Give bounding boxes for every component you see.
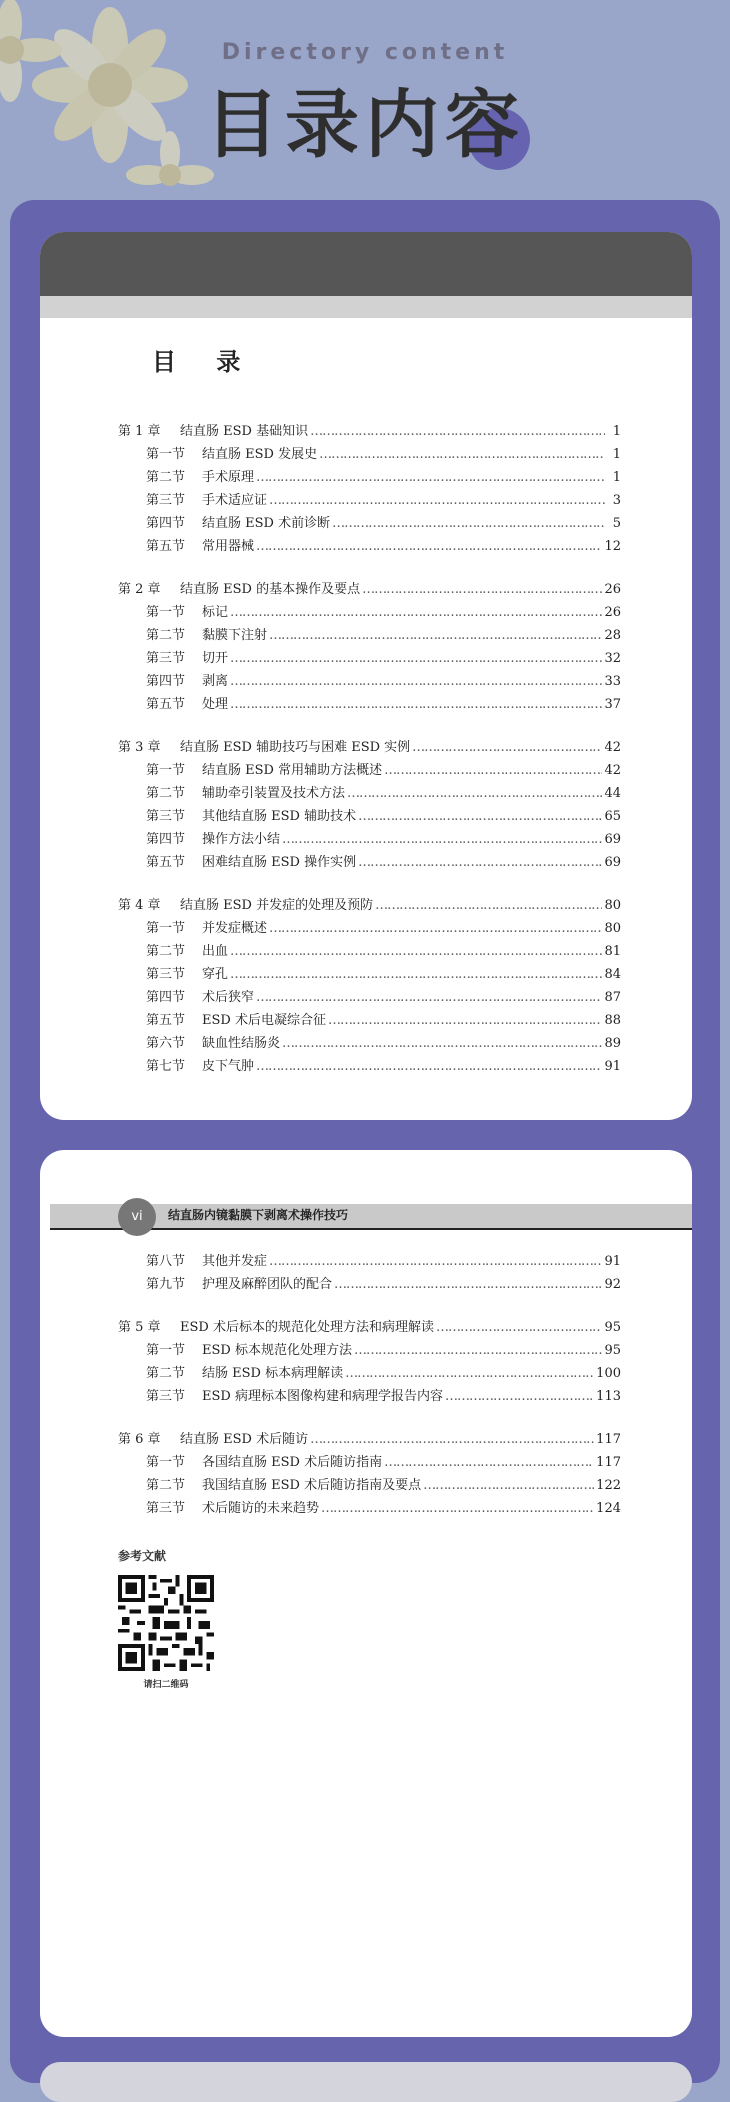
page-number-badge: vi (118, 1198, 156, 1236)
section-number: 第一节 (146, 447, 186, 462)
leader-dots (230, 605, 602, 620)
toc-section-row[interactable] (118, 466, 621, 489)
page-number: 100 (596, 1366, 621, 1381)
chapter-number: 第 6 章 (118, 1432, 161, 1447)
leader-dots (321, 1501, 594, 1516)
page-number: 3 (612, 493, 621, 508)
page-number: 44 (604, 786, 621, 801)
section-title: ESD 术后电凝综合征 (202, 1013, 326, 1028)
page-number: 26 (604, 605, 621, 620)
section-number: 第六节 (146, 1036, 186, 1051)
section-number: 第五节 (146, 697, 186, 712)
leader-dots (347, 786, 602, 801)
section-title: 结肠 ESD 标本病理解读 (202, 1366, 344, 1381)
page-number: 113 (596, 1389, 621, 1404)
section-number: 第七节 (146, 1059, 186, 1074)
leader-dots (334, 1277, 602, 1292)
section-title: 结直肠 ESD 常用辅助方法概述 (202, 763, 383, 778)
section-number: 第三节 (146, 809, 186, 824)
page-number: 37 (604, 697, 621, 712)
section-number: 第二节 (146, 786, 186, 801)
toc-section-row[interactable] (118, 963, 621, 986)
chapter-title: 结直肠 ESD 辅助技巧与困难 ESD 实例 (180, 740, 411, 755)
section-number: 第五节 (146, 855, 186, 870)
section-number: 第九节 (146, 1277, 186, 1292)
chapter-title: 结直肠 ESD 并发症的处理及预防 (180, 898, 374, 913)
section-title: 处理 (202, 697, 229, 712)
toc-section-row[interactable] (118, 917, 621, 940)
leader-dots (230, 697, 602, 712)
section-title: 切开 (202, 651, 229, 666)
page-number: 1 (612, 470, 621, 485)
leader-dots (230, 967, 602, 982)
toc-section-row[interactable] (118, 601, 621, 624)
section-title: 穿孔 (202, 967, 229, 982)
toc-chapter-row[interactable] (118, 1428, 621, 1451)
section-title: ESD 标本规范化处理方法 (202, 1343, 352, 1358)
leader-dots (345, 1366, 594, 1381)
section-number: 第二节 (146, 470, 186, 485)
page-number: 92 (604, 1277, 621, 1292)
toc-section-row[interactable] (118, 1497, 621, 1520)
toc-page-2 (40, 1150, 692, 2037)
chapter-number: 第 4 章 (118, 898, 161, 913)
section-number: 第一节 (146, 605, 186, 620)
section-number: 第一节 (146, 763, 186, 778)
section-title: 我国结直肠 ESD 术后随访指南及要点 (202, 1478, 422, 1493)
page-number: 80 (604, 898, 621, 913)
toc-section-row[interactable] (118, 1385, 621, 1408)
toc-section-row[interactable] (118, 805, 621, 828)
page-number: 81 (604, 944, 621, 959)
leader-dots (256, 539, 602, 554)
section-number: 第四节 (146, 990, 186, 1005)
leader-dots (256, 990, 602, 1005)
section-title: 其他并发症 (202, 1254, 268, 1269)
page-number: 33 (604, 674, 621, 689)
toc-section-row[interactable] (118, 1451, 621, 1474)
section-number: 第一节 (146, 1343, 186, 1358)
leader-dots (436, 1320, 603, 1335)
toc-section-row[interactable] (118, 1362, 621, 1385)
toc-section-row[interactable] (118, 1273, 621, 1296)
toc-section-row[interactable] (118, 828, 621, 851)
toc-section-row[interactable] (118, 1250, 621, 1273)
leader-dots (230, 944, 602, 959)
page-number: 95 (604, 1343, 621, 1358)
page-number: 12 (604, 539, 621, 554)
section-title: 出血 (202, 944, 229, 959)
page-number: 69 (604, 855, 621, 870)
chapter-number: 第 3 章 (118, 740, 161, 755)
toc-chapter-row[interactable] (118, 420, 621, 443)
page-number: 28 (604, 628, 621, 643)
page-number: 1 (612, 447, 621, 462)
leader-dots (384, 1455, 594, 1470)
page-number: 26 (604, 582, 621, 597)
page-number: 1 (612, 424, 621, 439)
toc-section-row[interactable] (118, 1055, 621, 1078)
leader-dots (282, 832, 602, 847)
section-title: 手术适应证 (202, 493, 268, 508)
toc-section-row[interactable] (118, 489, 621, 512)
toc-chapter-row[interactable] (118, 1316, 621, 1339)
section-title: 辅助牵引装置及技术方法 (202, 786, 346, 801)
section-number: 第二节 (146, 944, 186, 959)
chapter-number: 第 5 章 (118, 1320, 161, 1335)
running-title: 结直肠内镜黏膜下剥离术操作技巧 (168, 1208, 349, 1222)
leader-dots (310, 1432, 594, 1447)
toc-chapter-row[interactable] (118, 894, 621, 917)
toc-section-row[interactable] (118, 1009, 621, 1032)
section-title: 护理及麻醉团队的配合 (202, 1277, 333, 1292)
page-number: 124 (596, 1501, 621, 1516)
section-number: 第三节 (146, 1501, 186, 1516)
chapter-number: 第 1 章 (118, 424, 161, 439)
leader-dots (230, 674, 602, 689)
toc-chapter-row[interactable] (118, 736, 621, 759)
section-number: 第四节 (146, 516, 186, 531)
leader-dots (269, 493, 605, 508)
section-number: 第二节 (146, 628, 186, 643)
section-number: 第二节 (146, 1478, 186, 1493)
toc-section-row[interactable] (118, 670, 621, 693)
section-title: 操作方法小结 (202, 832, 281, 847)
leader-dots (319, 447, 605, 462)
page-number: 95 (604, 1320, 621, 1335)
section-title: 标记 (202, 605, 229, 620)
toc-heading: 目 录 (152, 348, 257, 376)
page-number: 84 (604, 967, 621, 982)
section-number: 第三节 (146, 651, 186, 666)
page-number: 91 (604, 1254, 621, 1269)
section-number: 第五节 (146, 539, 186, 554)
toc-page-1 (40, 232, 692, 1120)
page-number: 88 (604, 1013, 621, 1028)
section-number: 第三节 (146, 1389, 186, 1404)
toc-section-row[interactable] (118, 986, 621, 1009)
leader-dots (282, 1036, 602, 1051)
chapter-title: ESD 术后标本的规范化处理方法和病理解读 (180, 1320, 434, 1335)
page-number: 117 (596, 1432, 621, 1447)
toc-section-row[interactable] (118, 782, 621, 805)
section-title: 各国结直肠 ESD 术后随访指南 (202, 1455, 383, 1470)
section-title: 手术原理 (202, 470, 255, 485)
section-title: 并发症概述 (202, 921, 268, 936)
toc-section-row[interactable] (118, 624, 621, 647)
section-number: 第三节 (146, 967, 186, 982)
section-number: 第四节 (146, 674, 186, 689)
page-number: 5 (612, 516, 621, 531)
section-title: 结直肠 ESD 发展史 (202, 447, 318, 462)
references-label: 参考文献 (118, 1549, 167, 1563)
toc-section-row[interactable] (118, 647, 621, 670)
leader-dots (269, 628, 602, 643)
leader-dots (310, 424, 605, 439)
toc-section-row[interactable] (118, 1474, 621, 1497)
page-number: 32 (604, 651, 621, 666)
qr-code[interactable] (118, 1575, 214, 1671)
leader-dots (412, 740, 602, 755)
toc-section-row[interactable] (118, 940, 621, 963)
leader-dots (230, 651, 602, 666)
section-title: 缺血性结肠炎 (202, 1036, 281, 1051)
next-card-peek (40, 2062, 692, 2102)
page-header-strip (40, 296, 692, 318)
page-number: 91 (604, 1059, 621, 1074)
section-number: 第五节 (146, 1013, 186, 1028)
leader-dots (358, 809, 602, 824)
qr-caption: 请扫二维码 (143, 1680, 189, 1690)
toc-section-row[interactable] (118, 535, 621, 558)
page-number: 117 (596, 1455, 621, 1470)
leader-dots (445, 1389, 594, 1404)
section-number: 第二节 (146, 1366, 186, 1381)
page-number: 87 (604, 990, 621, 1005)
leader-dots (354, 1343, 603, 1358)
banner (0, 0, 730, 200)
toc-section-row[interactable] (118, 851, 621, 874)
chapter-title: 结直肠 ESD 术后随访 (180, 1432, 309, 1447)
leader-dots (256, 470, 605, 485)
page-title: 目录内容 (205, 82, 525, 168)
leader-dots (362, 582, 602, 597)
toc-chapter-row[interactable] (118, 578, 621, 601)
section-title: 皮下气肿 (202, 1059, 255, 1074)
section-number: 第八节 (146, 1254, 186, 1269)
section-title: 常用器械 (202, 539, 255, 554)
toc-section-row[interactable] (118, 759, 621, 782)
page-header-band (40, 232, 692, 296)
section-title: 黏膜下注射 (202, 628, 268, 643)
section-title: 剥离 (202, 674, 229, 689)
section-title: 其他结直肠 ESD 辅助技术 (202, 809, 357, 824)
leader-dots (256, 1059, 602, 1074)
section-title: ESD 病理标本图像构建和病理学报告内容 (202, 1389, 443, 1404)
section-number: 第一节 (146, 921, 186, 936)
leader-dots (423, 1478, 594, 1493)
section-title: 结直肠 ESD 术前诊断 (202, 516, 331, 531)
leader-dots (269, 1254, 602, 1269)
section-title: 术后狭窄 (202, 990, 255, 1005)
toc-section-row[interactable] (118, 1339, 621, 1362)
chapter-number: 第 2 章 (118, 582, 161, 597)
leader-dots (384, 763, 602, 778)
section-title: 困难结直肠 ESD 操作实例 (202, 855, 357, 870)
leader-dots (358, 855, 602, 870)
leader-dots (328, 1013, 603, 1028)
page-number: 42 (604, 763, 621, 778)
leader-dots (332, 516, 605, 531)
page-number: 122 (596, 1478, 621, 1493)
toc-section-row[interactable] (118, 1032, 621, 1055)
page-number: 42 (604, 740, 621, 755)
section-number: 第一节 (146, 1455, 186, 1470)
page-number: 65 (604, 809, 621, 824)
page-number: 69 (604, 832, 621, 847)
toc-section-row[interactable] (118, 443, 621, 466)
toc-section-row[interactable] (118, 693, 621, 716)
toc-list (118, 1250, 621, 1520)
chapter-title: 结直肠 ESD 的基本操作及要点 (180, 582, 361, 597)
leader-dots (269, 921, 602, 936)
page-subtitle: Directory content (221, 40, 509, 65)
leader-dots (375, 898, 602, 913)
page-number: 89 (604, 1036, 621, 1051)
section-title: 术后随访的未来趋势 (202, 1501, 320, 1516)
toc-section-row[interactable] (118, 512, 621, 535)
section-number: 第四节 (146, 832, 186, 847)
chapter-title: 结直肠 ESD 基础知识 (180, 424, 309, 439)
page-number: 80 (604, 921, 621, 936)
toc-list (118, 420, 621, 1078)
section-number: 第三节 (146, 493, 186, 508)
